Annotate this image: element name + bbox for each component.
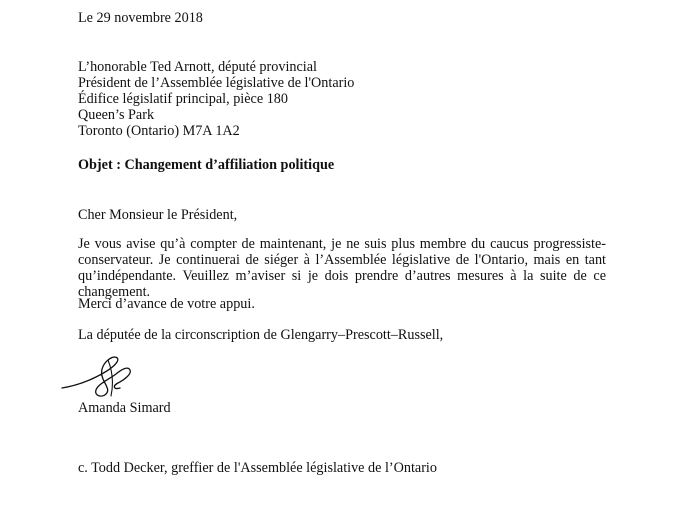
- letter-closing: La députée de la circonscription de Glengarry–Prescott–Russell,: [78, 327, 444, 343]
- recipient-line-1: L’honorable Ted Arnott, député provincial: [78, 59, 317, 75]
- signature-image: [56, 352, 156, 402]
- recipient-line-3: Édifice législatif principal, pièce 180: [78, 91, 288, 107]
- signer-name: Amanda Simard: [78, 400, 171, 416]
- letter-cc: c. Todd Decker, greffier de l'Assemblée législative de l’Ontario: [78, 460, 437, 476]
- body-line-1: Je vous avise qu’à compter de maintenant, je ne suis plus membre du caucus progressiste-: [78, 236, 606, 252]
- letter-body-paragraph-2: Merci d’avance de votre appui.: [78, 296, 255, 312]
- letter-body-paragraph-1: [78, 236, 606, 300]
- letter-salutation: Cher Monsieur le Président,: [78, 207, 238, 223]
- recipient-line-2: Président de l’Assemblée législative de l'Ontario: [78, 75, 355, 91]
- recipient-line-4: Queen’s Park: [78, 107, 155, 123]
- body-line-3: qu’indépendante. Veuillez m’aviser si je dois prendre d’autres mesures à la suite de ce changement.: [78, 268, 606, 300]
- letter-date: Le 29 novembre 2018: [78, 10, 203, 26]
- body-line-2: conservateur. Je continuerai de siéger à l’Assemblée législative de l'Ontario, mais en tant: [78, 252, 606, 268]
- recipient-line-5: Toronto (Ontario) M7A 1A2: [78, 123, 240, 139]
- letter-subject: Objet : Changement d’affiliation politique: [78, 157, 335, 173]
